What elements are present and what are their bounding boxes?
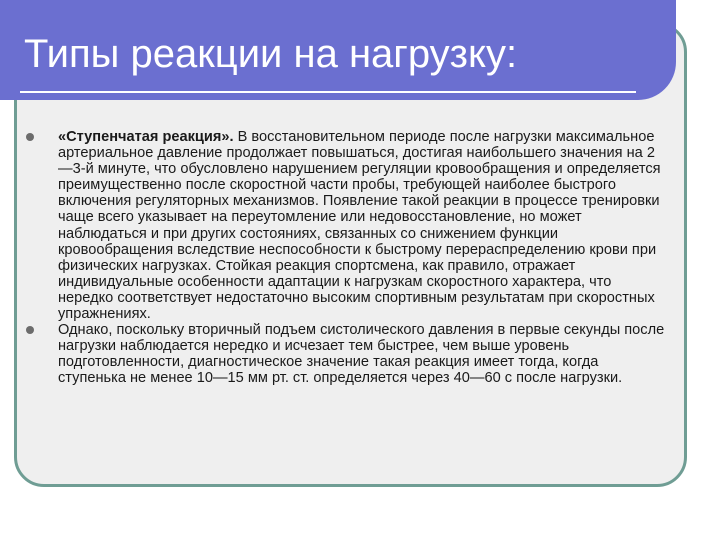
bullet-lead-text: «Ступенчатая реакция». — [58, 129, 234, 145]
bullet-text: В восстановительном периоде после нагрузки максимальное артериальное давление продолжает повышаться, достигая наибольшего значения на 2—3-й минуте, что обусловлено нарушением регуляции кровообращения и определяется преимущественно после скоростной части пробы, требующей наиболее быстрого включения регуляторных механизмов. Появление такой реакции в процессе тренировки чаще всего указывает на переутомление или недовосстановление, но может наблюдаться и при других состояниях, связанных со снижением функции кровообращения вследствие неспособности к быстрому перераспределению крови при физических нагрузках. Стойкая реакция спортсмена, как правило, отражает индивидуальные особенности адаптации к нагрузкам скоростного характера, что нередко соответствует недостаточно высоким спортивным результатам при скоростных упражнениях. — [58, 129, 661, 323]
title-bar — [0, 0, 676, 100]
bullet-item-1 — [58, 129, 668, 322]
title-underline — [20, 91, 636, 93]
bullet-dot-icon — [26, 133, 34, 141]
slide-body — [58, 129, 668, 387]
bullet-text: Однако, поскольку вторичный подъем систолического давления в первые секунды после нагрузки наблюдается нередко и исчезает тем быстрее, чем выше уровень подготовленности, диагностическое значение такая реакция имеет тогда, когда ступенька не менее 10—15 мм рт. ст. определяется через 40—60 с после нагрузки. — [58, 322, 665, 387]
slide-title: Типы реакции на нагрузку: — [24, 32, 518, 76]
bullet-item-2 — [58, 322, 668, 386]
